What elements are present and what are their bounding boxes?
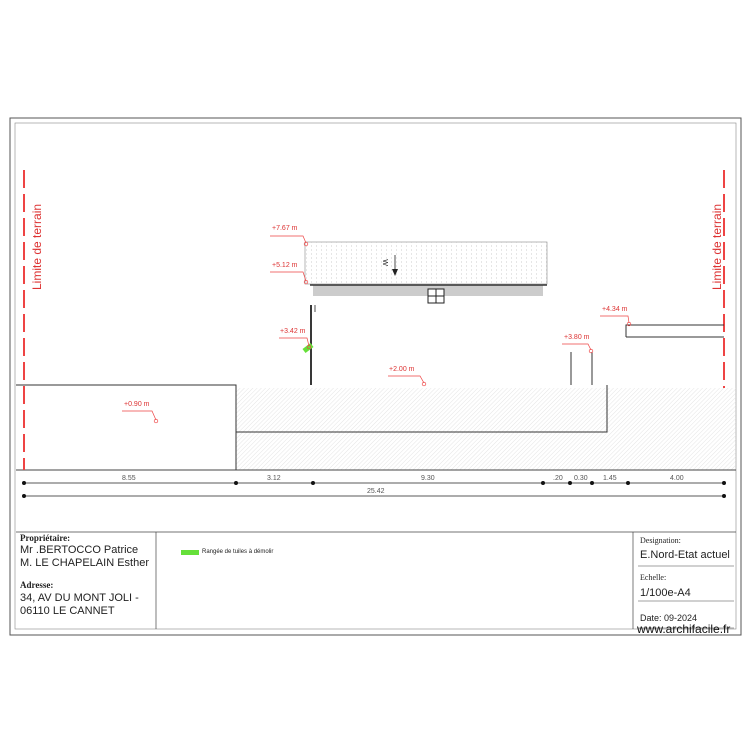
leader-ground-left <box>122 411 156 420</box>
dimension-segment: 1.45 <box>603 475 617 482</box>
address-heading: Adresse: <box>20 580 54 590</box>
dimension-segment: 9.30 <box>421 475 435 482</box>
address-line-1: 34, AV DU MONT JOLI - <box>20 592 139 604</box>
leader-right-wall <box>562 344 591 350</box>
elevation-ground-center: +2.00 m <box>389 366 415 373</box>
address-line-2: 06110 LE CANNET <box>20 605 115 617</box>
elevation-ground-left: +0.90 m <box>124 401 150 408</box>
designation-value: E.Nord-Etat actuel <box>640 549 730 561</box>
roof-marker: W <box>380 259 388 266</box>
dimension-segment: 0.30 <box>574 475 588 482</box>
right-terrace <box>626 325 724 337</box>
owner-heading: Propriétaire: <box>20 533 71 543</box>
owner-line-1: Mr .BERTOCCO Patrice <box>20 544 139 556</box>
legend-swatch <box>181 550 199 555</box>
elevation-right-wall: +3.80 m <box>564 334 590 341</box>
dimension-segment: .20 <box>553 475 563 482</box>
boundary-label-right: Limite de terrain <box>710 203 724 290</box>
dimension-segment: 3.12 <box>267 475 281 482</box>
boundary-label-left: Limite de terrain <box>30 203 44 290</box>
dimension-total: 25.42 <box>367 488 385 495</box>
dimension-segment: 4.00 <box>670 475 684 482</box>
ground-hatch <box>236 388 736 470</box>
dimension-segment: 8.55 <box>122 475 136 482</box>
roof-tiles <box>305 242 547 284</box>
elevation-right-terrace: +4.34 m <box>602 306 628 313</box>
leader-ridge <box>270 236 306 243</box>
scale-value: 1/100e-A4 <box>640 587 691 599</box>
owner-line-2: M. LE CHAPELAIN Esther <box>20 557 149 569</box>
leader-right-terrace <box>600 316 629 323</box>
date-label: Date: 09-2024 <box>640 613 698 623</box>
scale-heading: Echelle: <box>640 573 667 582</box>
elevation-wall-left: +3.42 m <box>280 328 306 335</box>
legend-label: Rangée de tuiles à démolir <box>202 549 274 555</box>
ground-profile <box>16 385 236 470</box>
designation-heading: Designation: <box>640 536 681 545</box>
elevation-eave: +5.12 m <box>272 262 298 269</box>
leader-ground-center <box>388 376 424 383</box>
watermark: www.archifacile.fr <box>637 622 731 636</box>
leader-wall-left <box>279 338 309 346</box>
elevation-ridge: +7.67 m <box>272 225 298 232</box>
leader-eave <box>270 272 306 281</box>
